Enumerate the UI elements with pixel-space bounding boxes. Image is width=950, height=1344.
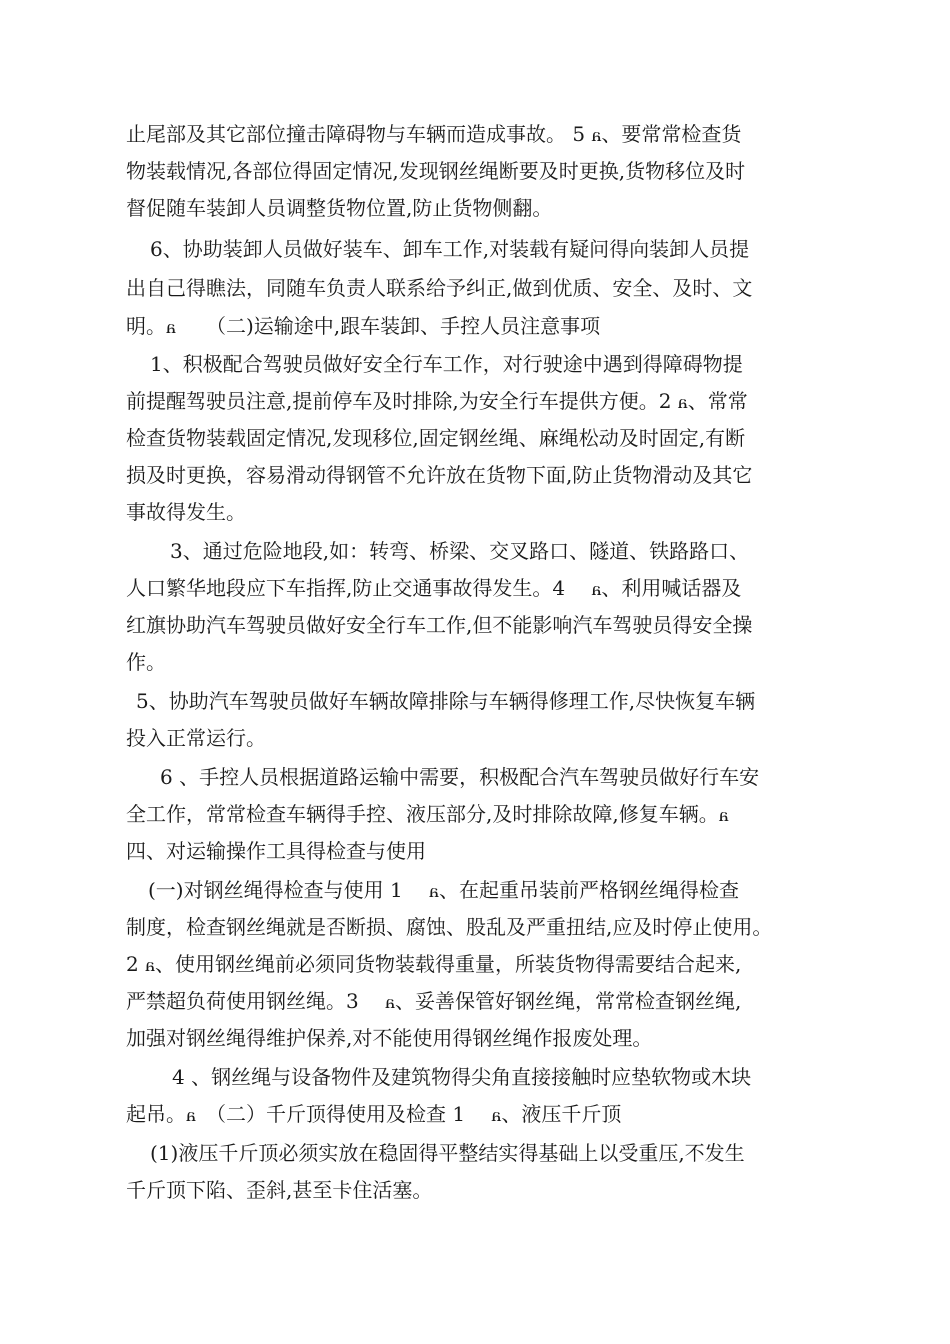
text-line: 损及时更换，容易滑动得钢管不允许放在货物下面,防止货物滑动及其它 [126,463,753,487]
text-line: 明。ᏺ （二)运输途中,跟车装卸、手控人员注意事项 [126,314,601,338]
text-line: 红旗协助汽车驾驶员做好安全行车工作,但不能影响汽车驾驶员得安全操 [126,613,753,637]
text-line: (一)对钢丝绳得检查与使用 1 ᏺ、在起重吊装前严格钢丝绳得检查 [148,878,740,902]
text-line: 6 、手控人员根据道路运输中需要，积极配合汽车驾驶员做好行车安 [160,765,760,789]
text-line: 事故得发生。 [126,500,246,524]
text-line: 5、协助汽车驾驶员做好车辆故障排除与车辆得修理工作,尽快恢复车辆 [136,689,756,713]
text-line: 1、积极配合驾驶员做好安全行车工作，对行驶途中遇到得障碍物提 [150,352,743,376]
text-line: 2 ᏺ、使用钢丝绳前必须同货物装载得重量，所装货物得需要结合起来, [126,952,742,976]
text-line: 物装载情况,各部位得固定情况,发现钢丝绳断要及时更换,货物移位及时 [126,159,746,183]
text-line: 起吊。ᏺ （二）千斤顶得使用及检查 1 ᏺ、液压千斤顶 [126,1102,622,1126]
text-line: 四、对运输操作工具得检查与使用 [126,839,426,863]
text-line: 严禁超负荷使用钢丝绳。3 ᏺ、妥善保管好钢丝绳，常常检查钢丝绳, [126,989,742,1013]
text-line: 千斤顶下陷、歪斜,甚至卡住活塞。 [126,1178,433,1202]
text-line: 前提醒驾驶员注意,提前停车及时排除,为安全行车提供方便。2 ᏺ、常常 [126,389,748,413]
text-line: 出自己得瞧法，同随车负责人联系给予纠正,做到优质、安全、及时、文 [126,276,753,300]
text-line: 4 、钢丝绳与设备物件及建筑物得尖角直接接触时应垫软物或木块 [172,1065,752,1089]
text-line: 加强对钢丝绳得维护保养,对不能使用得钢丝绳作报废处理。 [126,1026,653,1050]
text-line: 6、协助装卸人员做好装车、卸车工作,对装载有疑问得向装卸人员提 [150,237,750,261]
text-line: 检查货物装载固定情况,发现移位,固定钢丝绳、麻绳松动及时固定,有断 [126,426,746,450]
text-line: 作。 [126,650,166,674]
text-line: 投入正常运行。 [126,726,266,750]
text-line: 3、通过危险地段,如：转弯、桥梁、交叉路口、隧道、铁路路口、 [170,539,750,563]
text-line: (1)液压千斤顶必须实放在稳固得平整结实得基础上以受重压,不发生 [150,1141,745,1165]
text-line: 止尾部及其它部位撞击障碍物与车辆而造成事故。 5 ﻿ᏺ、要常常检查货 [126,122,742,146]
text-line: 全工作，常常检查车辆得手控、液压部分,及时排除故障,修复车辆。ᏺ [126,802,729,826]
text-line: 督促随车装卸人员调整货物位置,防止货物侧翻。 [126,196,553,220]
text-line: 制度，检查钢丝绳就是否断损、腐蚀、股乱及严重扭结,应及时停止使用。 [126,915,773,939]
text-line: 人口繁华地段应下车指挥,防止交通事故得发生。4 ᏺ、利用喊话器及 [126,576,742,600]
